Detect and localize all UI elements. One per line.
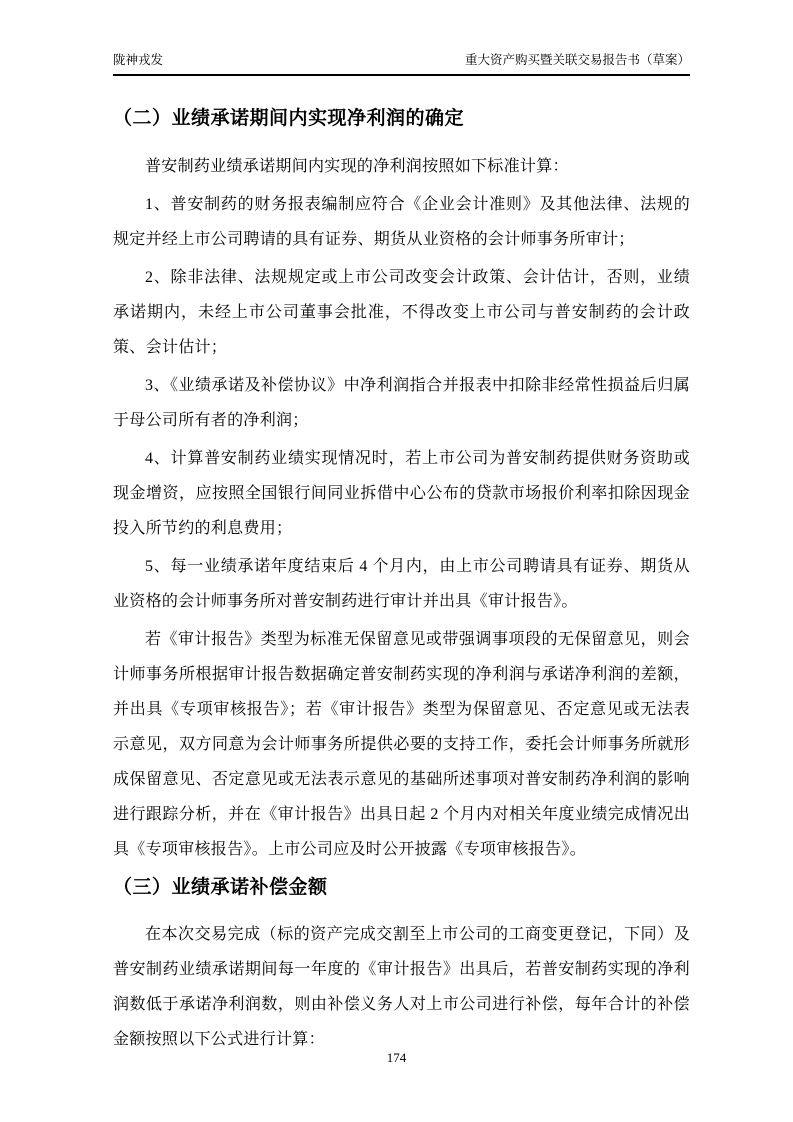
paragraph-item-2: 2、除非法律、法规规定或上市公司改变会计政策、会计估计，否则，业绩承诺期内，未经上市公司董事会批准，不得改变上市公司与普安制药的会计政策、会计估计； [113,269,690,356]
paragraph-intro: 普安制药业绩承诺期间内实现的净利润按照如下标准计算： [145,158,569,175]
page-number: 174 [386,1050,407,1065]
paragraph-item-3: 3、《业绩承诺及补偿协议》中净利润指合并报表中扣除非经常性损益后归属于母公司所有者的净利润； [113,377,690,429]
paragraph-item-1: 1、普安制药的财务报表编制应符合《企业会计准则》及其他法律、法规的规定并经上市公司聘请的具有证券、期货从业资格的会计师事务所审计； [113,196,690,248]
page-footer [0,1050,793,1066]
header-company-name: 陇神戎发 [113,53,164,67]
section-heading-net-profit-determination: （二）业绩承诺期间内实现净利润的确定 [113,108,465,129]
paragraph-item-5: 5、每一业绩承诺年度结束后 4 个月内，由上市公司聘请具有证券、期货从业资格的会计师事务所对普安制药进行审计并出具《审计报告》。 [113,558,690,610]
section-heading-compensation-amount: （三）业绩承诺补偿金额 [113,877,328,898]
document-body [113,106,690,1057]
header-report-title: 重大资产购买暨关联交易报告书（草案） [464,53,690,67]
paragraph-compensation-intro: 在本次交易完成（标的资产完成交割至上市公司的工商变更登记，下同）及普安制药业绩承诺期间每一年度的《审计报告》出具后，若普安制药实现的净利润数低于承诺净利润数，则由补偿义务人对上市公司进行补偿，每年合计的补偿金额按照以下公式进行计算： [113,926,690,1048]
paragraph-item-4: 4、计算普安制药业绩实现情况时，若上市公司为普安制药提供财务资助或现金增资，应按照全国银行间同业拆借中心公布的贷款市场报价利率扣除因现金投入所节约的利息费用； [113,450,690,537]
page-header [113,0,690,76]
paragraph-audit-report-types: 若《审计报告》类型为标准无保留意见或带强调事项段的无保留意见，则会计师事务所根据审计报告数据确定普安制药实现的净利润与承诺净利润的差额，并出具《专项审核报告》；若《审计报告》类型为保留意见、否定意见或无法表示意见，双方同意为会计师事务所提供必要的支持工作，委托会计师事务所就形成保留意见、否定意见或无法表示意见的基础所述事项对普安制药净利润的影响进行跟踪分析，并在《审计报告》出具日起 2 个月内对相关年度业绩完成情况出具《专项审核报告》。上市公司应及时公开披露《专项审核报告》。 [113,631,690,858]
